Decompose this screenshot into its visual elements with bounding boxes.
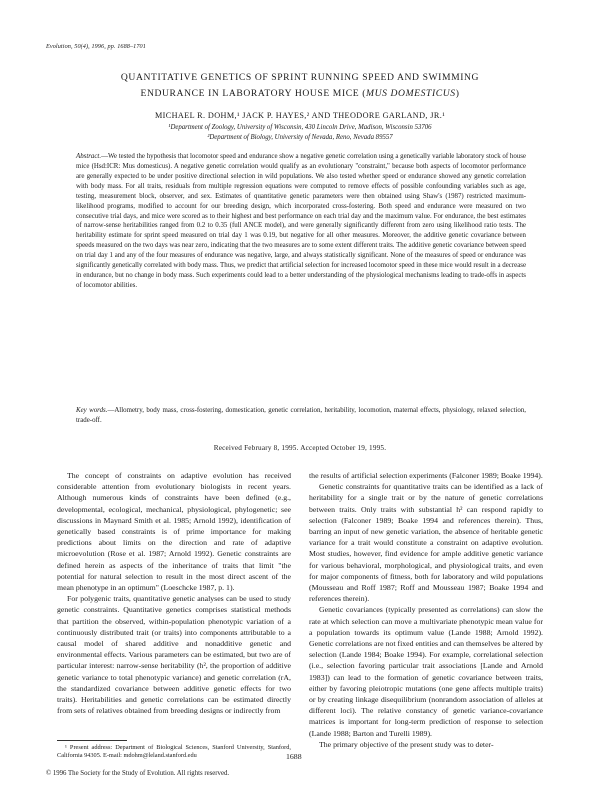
abstract	[76, 152, 526, 291]
body-paragraph: the results of artificial selection experiments (Falconer 1989; Boake 1994).	[309, 471, 543, 480]
body-column-left	[57, 470, 291, 716]
body-paragraph: Genetic constraints for quantitative traits can be identified as a lack of heritability for a single trait or by the nature of genetic correlations between traits. Only traits with substantial h² can respond rapidly to selection (Falconer 1989; Boake 1994 and references therein). Thus, barring an input of new genetic variation, the absence of heritable genetic variance for a trait would constitute a constraint on adaptive evolution. Most studies, however, find evidence for ample additive genetic variance for various behavioral, morphological, and physiological traits, and even for major components of fitness, both for laboratory and wild populations (Mousseau and Roff 1987; Roff and Mousseau 1987; Boake 1994 and references therein).	[309, 482, 543, 604]
body-column-right	[309, 470, 543, 750]
body-paragraph: The concept of constraints on adaptive evolution has received considerable attention from evolutionary biologists in recent years. Although numerous kinds of constraints have been defined (e.g., developmental, ecological, mechanical, physiological, phylogenetic; see discussions in Maynard Smith et al. 1985; Arnold 1992), identification of genetically based constraints is of prime importance for making predictions about limits on the direction and rate of adaptive microevolution (Rose et al. 1987; Arnold 1992). Genetic constraints are defined herein as aspects of the inheritance of traits that limit "the potential for natural selection to result in the most direct ascent of the mean phenotype in an optimum" (Loeschcke 1987, p. 1).	[57, 471, 291, 593]
keywords-text: —Allometry, body mass, cross-fostering, domestication, genetic correlation, heritability, locomotion, maternal effects, physiology, relaxed selection, trade-off.	[76, 407, 526, 424]
title-line-1: QUANTITATIVE GENETICS OF SPRINT RUNNING SPEED AND SWIMMING	[120, 72, 480, 83]
author-list: MICHAEL R. DOHM,¹ JACK P. HAYES,² AND THEODORE GARLAND, JR.¹	[154, 111, 446, 120]
affiliation-1: ¹Department of Zoology, University of Wisconsin, 430 Lincoln Drive, Madison, Wisconsin 53706	[168, 124, 432, 131]
footnote	[57, 744, 291, 760]
body-paragraph: Genetic covariances (typically presented as correlations) can slow the rate at which selection can move a multivariate phenotypic mean value for a population towards its optimum value (Lande 1988; Arnold 1992). Genetic correlations are not fixed entities and can themselves be altered by selection (Lande 1984; Boake 1994). For example, correlational selection (i.e., selection favoring particular trait associations [Lande and Arnold 1983]) can lead to the formation of genetic covariance between traits, either by favoring pleiotropic mutations (one gene affects multiple traits) or by creating linkage disequilibrium (nonrandom association of alleles at different loci). The relative constancy of genetic variance-covariance matrices is important for long-term prediction of response to selection (Lande 1988; Barton and Turelli 1989).	[309, 605, 543, 738]
keywords	[76, 406, 526, 426]
journal-citation: Evolution, 50(4), 1996, pp. 1688–1701	[46, 43, 146, 50]
copyright-notice: © 1996 The Society for the Study of Evolution. All rights reserved.	[46, 770, 230, 777]
species-name: MUS DOMESTICUS	[366, 88, 456, 99]
keywords-label: Key words.	[76, 407, 108, 414]
paper-title	[40, 70, 560, 102]
footnote-text: ¹ Present address: Department of Biological Sciences, Stanford University, Stanford, California 94305. E-mail: mdohm@leland.stanford.edu	[57, 744, 291, 760]
footnote-divider	[57, 740, 127, 741]
body-paragraph: The primary objective of the present study was to deter-	[319, 739, 494, 749]
received-dates: Received February 8, 1995. Accepted October 19, 1995.	[213, 444, 387, 452]
title-line-2: ENDURANCE IN LABORATORY HOUSE MICE (MUS DOMESTICUS)	[140, 88, 460, 99]
affiliation-2: ²Department of Biology, University of Nevada, Reno, Nevada 89557	[207, 134, 393, 141]
abstract-label: Abstract.	[76, 153, 102, 160]
abstract-text: —We tested the hypothesis that locomotor speed and endurance show a negative genetic correlation using a genetically variable laboratory stock of house mice (Hsd:ICR: Mus domesticus). A negative genetic correlation would qualify as an evolutionary "constraint," because both aspects of locomotor performance are generally expected to be under positive directional selection in wild populations. We also tested whether speed or endurance showed any genetic correlation with body mass. For all traits, residuals from multiple regression equations were computed to remove effects of possible confounding variables such as age, testing, measurement block, observer, and sex. Estimates of quantitative genetic parameters were then obtained using Shaw's (1987) restricted maximum-likelihood programs, modified to account for our breeding design, which incorporated cross-fostering. Both speed and endurance were measured on two consecutive trial days, and mice were scored as to their highest and best performance on each trial day and the maximum value. For endurance, the best estimates of narrow-sense heritabilities ranged from 0.2 to 0.35 (full ANCE model), and were generally significantly different from zero using likelihood ratio tests. The heritability estimate for sprint speed measured on trial day 1 was 0.19, but negative for all other measures. Moreover, the additive genetic covariance between speeds measured on the two days was near zero, indicating that the two measures are to some extent different traits. The additive genetic covariance between speed on trial day 1 and any of the four measures of endurance was negative, large, and always statistically significant. None of the measures of speed or endurance was significantly genetically correlated with body mass. Thus, we predict that artificial selection for increased locomotor speed in these mice would result in a decrease in endurance, but no change in body mass. Such experiments could lead to a better understanding of the physiological mechanisms leading to trade-offs in aspects of locomotor abilities.	[76, 153, 526, 289]
body-paragraph: For polygenic traits, quantitative genetic analyses can be used to study genetic constraints. Quantitative genetics comprises statistical methods that partition the observed, within-population phenotypic variation of a continuously distributed trait (or traits) into components attributable to a causal model of shared additive and nonadditive genetic and environmental effects. Various parameters can be estimated, but two are of particular interest: narrow-sense heritability (h², the proportion of additive genetic variance to total phenotypic variance) and genetic correlation (rA, the standardized covariance between additive genetic effects for two traits). Heritabilities and genetic correlations can be estimated directly from sets of relatives obtained from breeding designs or indirectly from	[57, 594, 291, 716]
page-number: 1688	[286, 752, 302, 761]
